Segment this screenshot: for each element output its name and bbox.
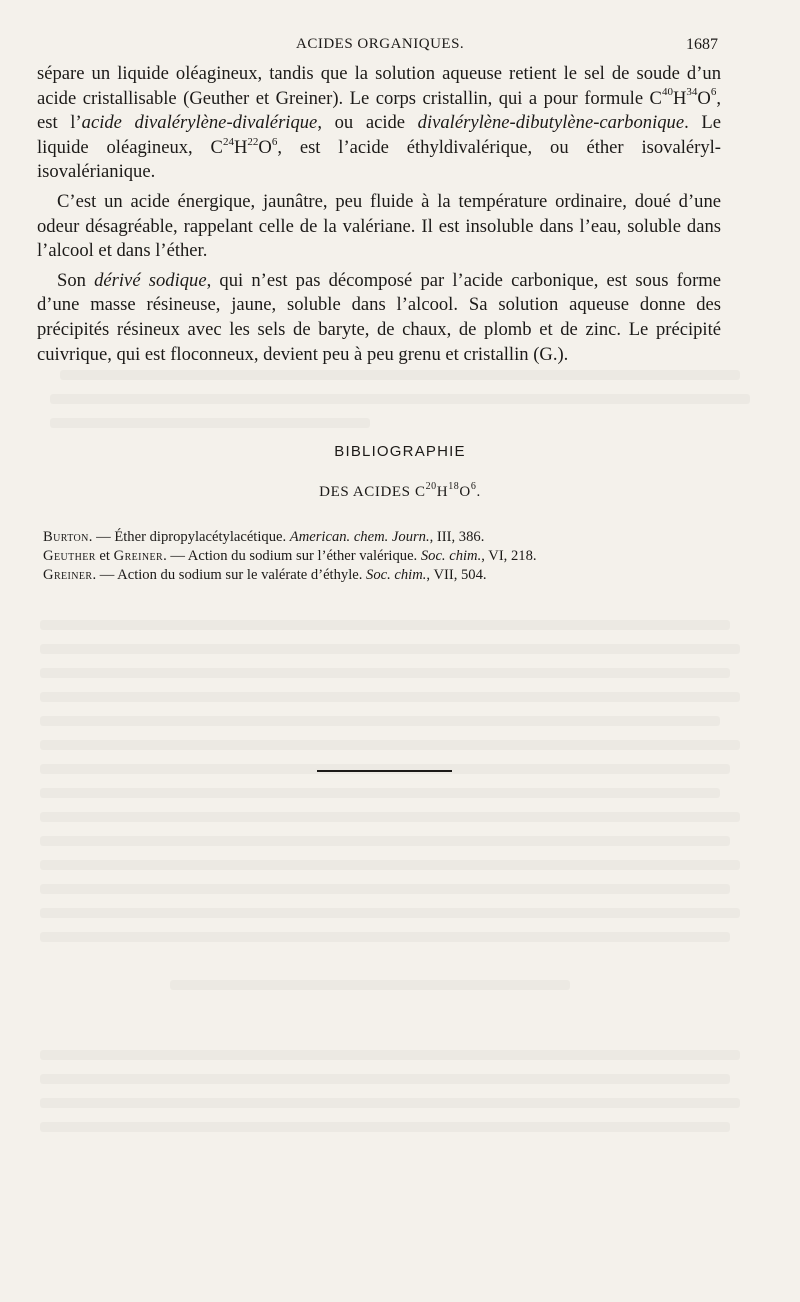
italic-term: divalérylène-dibutylène-carbonique xyxy=(417,112,685,134)
superscript: 6 xyxy=(271,135,278,148)
volume-page: , III, 386. xyxy=(429,529,485,545)
text-run: . Le liquide oléagineux, C xyxy=(37,112,721,158)
text-run: O xyxy=(697,87,711,109)
author-name: Greiner xyxy=(113,548,164,564)
superscript: 22 xyxy=(247,135,259,148)
text-run: H xyxy=(233,136,248,158)
superscript: 40 xyxy=(661,86,673,99)
entry-title: . — Action du sodium sur l’éther valérique. xyxy=(163,548,421,564)
text-run: , ou acide xyxy=(317,112,418,134)
entry-title: . — Éther dipropylacétylacétique. xyxy=(88,529,290,545)
paragraph-2: C’est un acide énergique, jaunâtre, peu fluide à la température ordinaire, doué d’une odeur désagréable, rappelant celle de la valériane. Il est insoluble dans l’eau, soluble dans l’alcool et dans l’éther. xyxy=(37,190,721,262)
text-run: O xyxy=(459,484,471,500)
bibliography-entry xyxy=(43,547,723,566)
author-name: Greiner xyxy=(43,567,93,583)
text-run: sépare un liquide oléagineux, tandis que la solution aqueuse retient le sel de soude d’un acide cristallisable (Geuther et Greiner). Le corps cristallin, qui a pour formule C xyxy=(37,63,721,109)
text-run: Son xyxy=(57,269,95,291)
superscript: 20 xyxy=(425,481,437,492)
volume-page: , VII, 504. xyxy=(426,567,487,583)
section-end-rule xyxy=(317,770,452,772)
volume-page: , VI, 218. xyxy=(481,548,537,564)
bibliography-list xyxy=(43,528,723,585)
paragraph-1 xyxy=(37,62,721,185)
bibliography-entry xyxy=(43,528,723,547)
bibliography-heading: BIBLIOGRAPHIE xyxy=(334,443,466,460)
text-run: , qui n’est pas décomposé par l’acide carbonique, est sous forme d’une masse résineuse, jaune, soluble dans l’alcool. Sa solution aqueuse donne des précipités résineux avec les sels de baryte, de chaux, de plomb et de zinc. Le précipité cuivrique, qui est floconneux, devient peu à peu grenu et cristallin (G.). xyxy=(37,269,721,365)
running-title: ACIDES ORGANIQUES. xyxy=(296,36,465,52)
text-run: et xyxy=(95,548,114,564)
superscript: 18 xyxy=(448,481,460,492)
journal-name: Soc. chim. xyxy=(420,548,482,564)
author-name: Geuther xyxy=(43,548,96,564)
body-text xyxy=(37,62,721,367)
superscript: 34 xyxy=(686,86,698,99)
running-header xyxy=(0,34,800,58)
entry-title: . — Action du sodium sur le valérate d’éthyle. xyxy=(92,567,367,583)
journal-name: American. chem. Journ. xyxy=(289,529,430,545)
italic-term: dérivé sodique xyxy=(94,269,207,291)
superscript: 6 xyxy=(470,481,477,492)
text-run: H xyxy=(436,484,449,500)
italic-term: acide divalérylène-divalérique xyxy=(81,112,318,134)
text-run: . xyxy=(476,484,481,500)
text-run: , est l’acide éthyldivalérique, ou éther isovaléryl-isovalérianique. xyxy=(37,136,721,183)
text-run: DES ACIDES C xyxy=(319,484,426,500)
text-run: O xyxy=(258,136,272,158)
superscript: 24 xyxy=(222,135,234,148)
bibliography-entry xyxy=(43,566,723,585)
text-run: H xyxy=(672,87,687,109)
paragraph-3 xyxy=(37,269,721,367)
text-run: , est l’ xyxy=(37,87,721,134)
journal-name: Soc. chim. xyxy=(366,567,427,583)
bibliography-subheading xyxy=(0,481,800,501)
superscript: 6 xyxy=(710,86,717,99)
author-name: Burton xyxy=(43,529,89,545)
page-number: 1687 xyxy=(686,36,718,53)
